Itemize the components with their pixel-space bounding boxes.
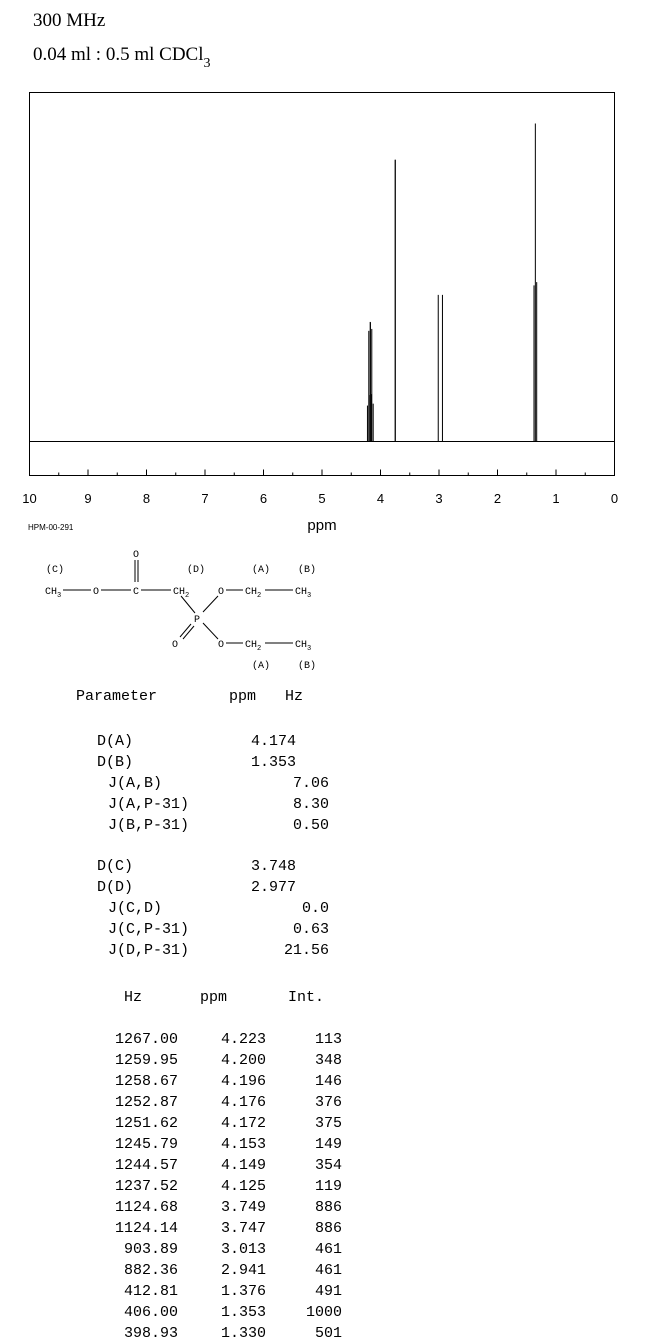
svg-text:CH: CH <box>295 640 308 651</box>
parameter-value: 2.977 <box>250 879 296 896</box>
peak-ppm: 1.353 <box>220 1304 266 1321</box>
parameter-label: J(A,B) <box>108 775 163 792</box>
table-row <box>0 1155 652 1176</box>
peak-hz: 1124.14 <box>114 1220 178 1237</box>
parameter-label: J(C,P-31) <box>108 921 190 938</box>
sample-subscript: 3 <box>203 56 211 71</box>
peak-intensity: 149 <box>314 1136 342 1153</box>
atom-ch3-top <box>295 587 311 600</box>
label-d: (D) <box>187 565 206 576</box>
peak-hz: 1251.62 <box>114 1115 178 1132</box>
peak-hz: 1252.87 <box>114 1094 178 1111</box>
label-b-top: (B) <box>298 565 317 576</box>
tick-label-9: 9 <box>84 491 92 506</box>
peak-intensity: 461 <box>314 1241 342 1258</box>
tick-label-6: 6 <box>259 491 268 506</box>
peak-header-int: Int. <box>288 989 325 1006</box>
svg-text:3: 3 <box>57 592 62 600</box>
atom-ch3-bottom <box>295 640 311 653</box>
svg-text:CH: CH <box>45 587 58 598</box>
peak-intensity: 354 <box>314 1157 342 1174</box>
svg-text:CH: CH <box>245 587 258 598</box>
atom-c-carbonyl: C <box>133 587 140 598</box>
peak-intensity: 119 <box>314 1178 342 1195</box>
peak-hz: 398.93 <box>123 1325 178 1342</box>
plot-frame <box>30 93 615 476</box>
peak-ppm: 4.125 <box>220 1178 266 1195</box>
table-row <box>0 1323 652 1344</box>
peak-ppm: 4.196 <box>220 1073 266 1090</box>
tick-label-8: 8 <box>142 491 151 506</box>
parameter-value: 8.30 <box>292 796 329 813</box>
peak-hz: 1237.52 <box>114 1178 178 1195</box>
atom-o-top: O <box>218 587 225 598</box>
parameter-label: D(B) <box>97 754 134 771</box>
peak-header-hz: Hz <box>124 989 143 1006</box>
peak-intensity: 146 <box>314 1073 342 1090</box>
label-a-bottom: (A) <box>252 661 271 672</box>
parameter-value: 7.06 <box>292 775 329 792</box>
table-row <box>0 1281 652 1302</box>
spectrum-code: HPM-00-291 <box>28 523 74 532</box>
atom-ch2-bottom <box>245 640 261 653</box>
table-row <box>0 1197 652 1218</box>
bond-p-o-double-2 <box>183 626 194 639</box>
table-row <box>0 1218 652 1239</box>
tick-label-7: 7 <box>201 491 209 506</box>
tick-label-10: 10 <box>22 491 37 506</box>
peak-ppm: 1.376 <box>220 1283 266 1300</box>
label-a-top: (A) <box>252 565 271 576</box>
peak-ppm: 2.941 <box>220 1262 266 1279</box>
parameter-row <box>0 919 652 940</box>
peak-hz: 1267.00 <box>114 1031 178 1048</box>
atom-o-ester: O <box>93 587 100 598</box>
svg-text:2: 2 <box>185 592 190 600</box>
peak-ppm: 3.747 <box>220 1220 266 1237</box>
peak-intensity: 461 <box>314 1262 342 1279</box>
atom-p: P <box>194 615 201 626</box>
parameter-label: J(C,D) <box>108 900 163 917</box>
peak-header-ppm: ppm <box>200 989 228 1006</box>
svg-text:3: 3 <box>307 645 312 653</box>
parameter-row <box>0 898 652 919</box>
tick-label-4: 4 <box>376 491 385 506</box>
atom-o-carbonyl: O <box>133 550 140 561</box>
peak-hz: 1245.79 <box>114 1136 178 1153</box>
atom-ch3-c <box>45 587 61 600</box>
tick-label-2: 2 <box>493 491 502 506</box>
parameter-row <box>0 794 652 815</box>
peak-intensity: 886 <box>314 1199 342 1216</box>
nmr-spectrum-chart <box>0 85 652 535</box>
svg-text:CH: CH <box>173 587 186 598</box>
parameter-row <box>0 815 652 836</box>
peak-hz: 1259.95 <box>114 1052 178 1069</box>
bond-p-o-top <box>203 596 218 612</box>
peak-ppm: 4.223 <box>220 1031 266 1048</box>
peak-intensity: 375 <box>314 1115 342 1132</box>
parameter-value: 0.0 <box>301 900 329 917</box>
bond-p-o-bottom <box>203 623 218 639</box>
label-b-bottom: (B) <box>298 661 317 672</box>
peak-intensity: 376 <box>314 1094 342 1111</box>
peak-ppm: 4.200 <box>220 1052 266 1069</box>
parameter-label: D(D) <box>97 879 134 896</box>
table-row <box>0 1071 652 1092</box>
peak-ppm: 4.172 <box>220 1115 266 1132</box>
peak-hz: 903.89 <box>123 1241 178 1258</box>
parameter-label: D(A) <box>97 733 134 750</box>
peak-ppm: 1.330 <box>220 1325 266 1342</box>
parameter-row <box>0 877 652 898</box>
svg-text:3: 3 <box>307 592 312 600</box>
peak-intensity: 491 <box>314 1283 342 1300</box>
parameter-value: 21.56 <box>283 942 329 959</box>
parameter-header-hz: Hz <box>285 688 304 705</box>
plot-border <box>30 93 615 476</box>
tick-label-3: 3 <box>435 491 443 506</box>
peak-intensity: 348 <box>314 1052 342 1069</box>
table-row <box>0 1302 652 1323</box>
peak-hz: 1244.57 <box>114 1157 178 1174</box>
peak-ppm: 3.749 <box>220 1199 266 1216</box>
parameter-label: J(B,P-31) <box>108 817 190 834</box>
x-axis-tick-labels <box>22 491 618 506</box>
peak-intensity: 501 <box>314 1325 342 1342</box>
table-row <box>0 1029 652 1050</box>
peak-ppm: 4.149 <box>220 1157 266 1174</box>
svg-text:2: 2 <box>257 592 262 600</box>
parameter-header-label: Parameter <box>76 688 158 705</box>
peak-intensity: 1000 <box>305 1304 342 1321</box>
peak-intensity: 886 <box>314 1220 342 1237</box>
atom-ch2-d <box>173 587 189 600</box>
tick-label-0: 0 <box>610 491 619 506</box>
parameter-row <box>0 731 652 752</box>
table-row <box>0 1050 652 1071</box>
atom-ch2-top <box>245 587 261 600</box>
parameter-label: J(D,P-31) <box>108 942 190 959</box>
spectrometer-frequency: 300 MHz <box>33 10 106 31</box>
table-row <box>0 1176 652 1197</box>
chemical-structure <box>40 545 340 677</box>
table-row <box>0 1113 652 1134</box>
x-axis-label: ppm <box>307 517 337 534</box>
peak-ppm: 3.013 <box>220 1241 266 1258</box>
peak-lines <box>367 124 536 442</box>
atom-o-phosphoryl: O <box>172 640 179 651</box>
svg-text:2: 2 <box>257 645 262 653</box>
parameter-row <box>0 856 652 877</box>
peak-hz: 406.00 <box>123 1304 178 1321</box>
peak-hz: 1124.68 <box>114 1199 178 1216</box>
parameter-value: 4.174 <box>250 733 296 750</box>
table-row <box>0 1092 652 1113</box>
svg-text:CH: CH <box>295 587 308 598</box>
sample-description <box>33 44 211 71</box>
label-c: (C) <box>46 565 65 576</box>
sample-text: 0.04 ml : 0.5 ml CDCl <box>33 44 204 65</box>
svg-text:CH: CH <box>245 640 258 651</box>
parameter-row <box>0 773 652 794</box>
tick-label-5: 5 <box>318 491 326 506</box>
atom-o-bottom: O <box>218 640 225 651</box>
peak-intensity: 113 <box>314 1031 342 1048</box>
parameter-value: 0.50 <box>292 817 329 834</box>
peak-hz: 882.36 <box>123 1262 178 1279</box>
parameter-label: J(A,P-31) <box>108 796 190 813</box>
table-row <box>0 1260 652 1281</box>
table-row <box>0 1134 652 1155</box>
parameter-header-ppm: ppm <box>229 688 257 705</box>
x-axis-ticks <box>30 470 615 476</box>
parameter-label: D(C) <box>97 858 134 875</box>
parameter-value: 0.63 <box>292 921 329 938</box>
peak-hz: 1258.67 <box>114 1073 178 1090</box>
parameter-row <box>0 752 652 773</box>
parameter-value: 3.748 <box>250 858 296 875</box>
peak-ppm: 4.176 <box>220 1094 266 1111</box>
bond-p-o-double-1 <box>180 624 191 637</box>
tick-label-1: 1 <box>552 491 560 506</box>
peak-ppm: 4.153 <box>220 1136 266 1153</box>
parameter-value: 1.353 <box>250 754 296 771</box>
parameter-row <box>0 940 652 961</box>
table-row <box>0 1239 652 1260</box>
peak-hz: 412.81 <box>123 1283 178 1300</box>
